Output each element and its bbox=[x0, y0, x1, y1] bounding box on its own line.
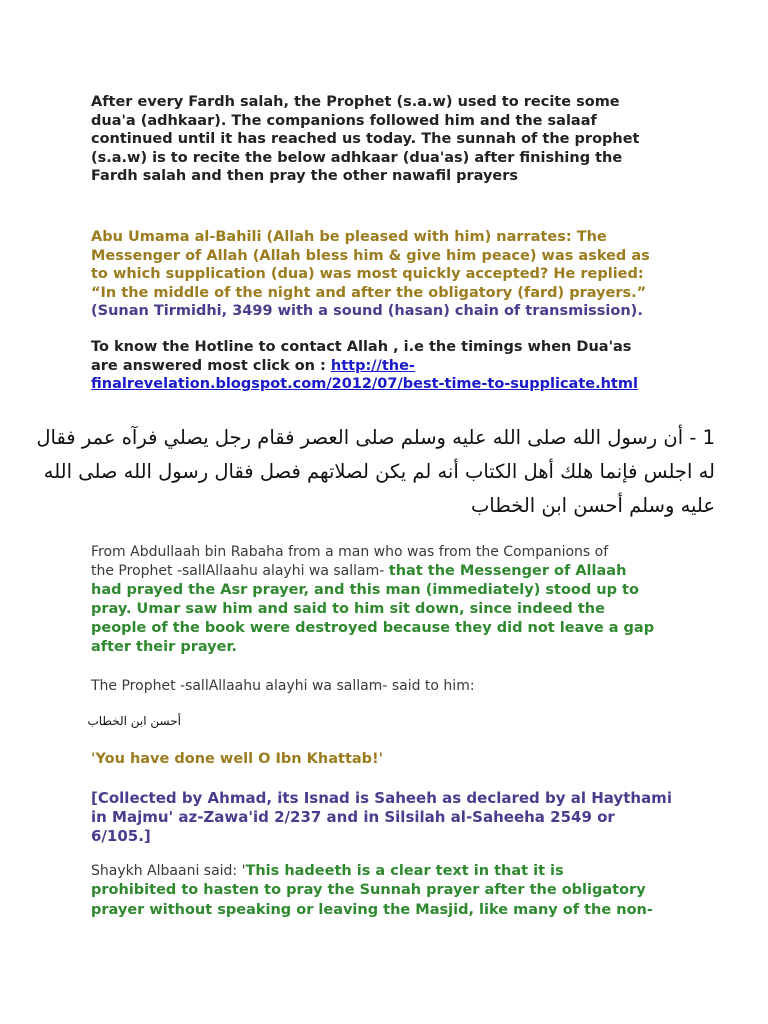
prophet-said-text: The Prophet -sallAllaahu alayhi wa sallam- said to him: bbox=[91, 678, 475, 694]
translation-bold-line: people of the book were destroyed because they did not leave a gap bbox=[91, 620, 655, 636]
collected-line: 6/105.] bbox=[91, 827, 151, 845]
intro-line: After every Fardh salah, the Prophet (s.a.w) used to recite some bbox=[91, 94, 620, 110]
narration-line: to which supplication (dua) was most quickly accepted? He replied: bbox=[91, 266, 644, 282]
hotline-paragraph bbox=[91, 338, 711, 394]
hotline-line: To know the Hotline to contact Allah , i.e the timings when Dua'as bbox=[91, 339, 632, 355]
hotline-link[interactable]: http://the- bbox=[330, 357, 415, 374]
arabic-hadith bbox=[36, 421, 715, 523]
collected-paragraph bbox=[91, 789, 711, 846]
narration-reference: (Sunan Tirmidhi, 3499 with a sound (hasan) chain of transmission). bbox=[91, 303, 643, 319]
arabic-line: عليه وسلم أحسن ابن الخطاب bbox=[470, 494, 715, 517]
hotline-line-2 bbox=[91, 357, 711, 376]
narration-paragraph bbox=[91, 228, 711, 321]
intro-line: (s.a.w) is to recite the below adhkaar (dua'as) after finishing the bbox=[91, 149, 623, 166]
translation-bold-line: after their prayer. bbox=[91, 639, 238, 655]
collected-line: in Majmu' az-Zawa'id 2/237 and in Silsilah al-Saheeha 2549 or bbox=[91, 808, 615, 826]
narration-line: Abu Umama al-Bahili (Allah be pleased with him) narrates: The bbox=[91, 229, 607, 245]
intro-line: continued until it has reached us today. The sunnah of the prophet bbox=[91, 131, 640, 147]
collected-line: [Collected by Ahmad, its Isnad is Saheeh as declared by al Haythami bbox=[91, 789, 672, 807]
hotline-line-3 bbox=[91, 375, 711, 394]
well-done-line bbox=[91, 750, 711, 769]
albaani-paragraph bbox=[91, 862, 711, 920]
arabic-line: له اجلس فإنما هلك أهل الكتاب أنه لم يكن لصلاتهم فصل فقال رسول الله صلى الله bbox=[43, 460, 715, 483]
narration-line: “In the middle of the night and after the obligatory (fard) prayers.” bbox=[91, 284, 647, 301]
intro-paragraph bbox=[91, 93, 711, 186]
hotline-text: are answered most click on : bbox=[91, 357, 331, 374]
arabic-short-text: أحسن ابن الخطاب bbox=[87, 714, 181, 728]
intro-line: Fardh salah and then pray the other nawafil prayers bbox=[91, 168, 519, 184]
albaani-line: prayer without speaking or leaving the Masjid, like many of the non- bbox=[91, 901, 653, 918]
prophet-said-line bbox=[91, 677, 711, 696]
arabic-short bbox=[87, 713, 181, 729]
translation-regular: the Prophet -sallAllaahu alayhi wa sallam- bbox=[91, 563, 389, 579]
well-done-text: 'You have done well O Ibn Khattab!' bbox=[91, 751, 384, 767]
hotline-link-continued[interactable]: finalrevelation.blogspot.com/2012/07/best-time-to-supplicate.html bbox=[91, 376, 638, 392]
arabic-line: 1 - أن رسول الله صلى الله عليه وسلم صلى العصر فقام رجل يصلي فرآه عمر فقال bbox=[36, 426, 715, 449]
translation-bold-line: had prayed the Asr prayer, and this man (immediately) stood up to bbox=[91, 582, 639, 598]
translation-line: From Abdullaah bin Rabaha from a man who was from the Companions of bbox=[91, 544, 609, 560]
translation-bold: that the Messenger of Allaah bbox=[388, 563, 627, 579]
albaani-intro: Shaykh Albaani said: ' bbox=[91, 863, 246, 879]
translation-bold-line: pray. Umar saw him and said to him sit down, since indeed the bbox=[91, 601, 605, 617]
translation-paragraph bbox=[91, 543, 711, 657]
narration-line: Messenger of Allah (Allah bless him & give him peace) was asked as bbox=[91, 247, 650, 264]
albaani-line-mixed bbox=[91, 862, 711, 881]
albaani-bold: This hadeeth is a clear text in that it is bbox=[245, 863, 564, 879]
albaani-line: prohibited to hasten to pray the Sunnah prayer after the obligatory bbox=[91, 882, 646, 898]
translation-line-mixed bbox=[91, 562, 711, 581]
intro-line: dua'a (adhkaar). The companions followed him and the salaaf bbox=[91, 112, 597, 129]
